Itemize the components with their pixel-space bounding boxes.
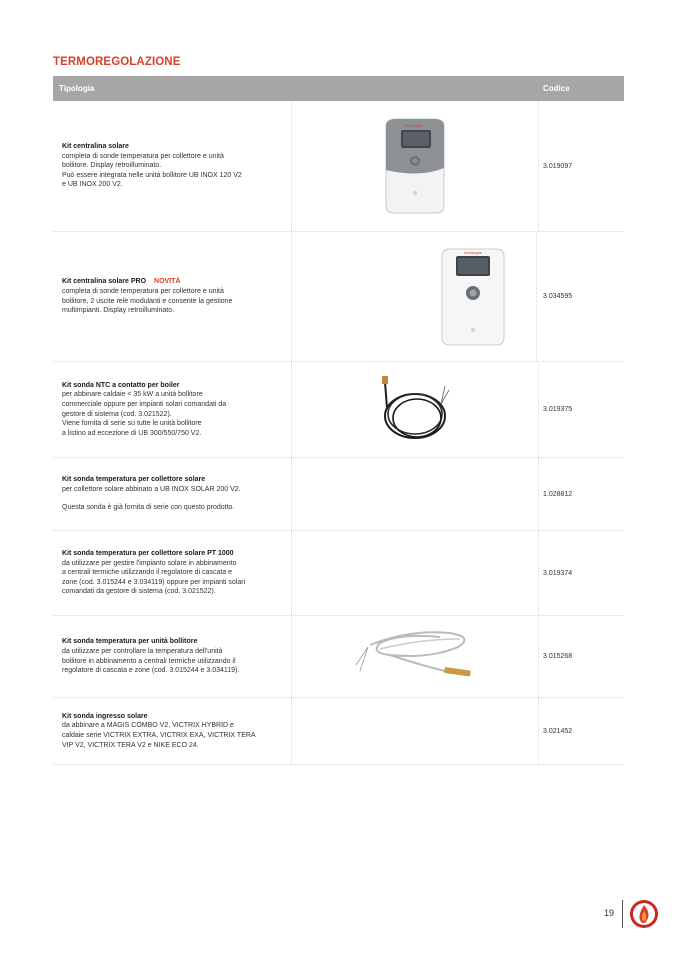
row-title: Kit centralina solare — [62, 143, 129, 151]
row-desc-line: comandati da gestore di sistema (cod. 3.021522). — [62, 588, 216, 596]
row-desc-line: caldaie serie VICTRIX EXTRA, VICTRIX EXA, VICTRIX TERA — [62, 732, 256, 739]
row-description — [62, 101, 290, 231]
table-row — [53, 101, 624, 232]
row-description — [62, 458, 290, 530]
row-desc-line: bollitore, 2 uscite relè modulanti e consente la gestione — [62, 297, 233, 305]
section-title: TERMOREGOLAZIONE — [53, 56, 181, 68]
row-title: Kit centralina solare PRO — [62, 278, 147, 286]
row-desc-line: Viene fornita di serie su tutte le unità bollitore — [62, 420, 202, 428]
svg-text:immergas: immergas — [464, 249, 482, 255]
row-title: Kit sonda temperatura per collettore solare PT 1000 — [62, 550, 234, 558]
row-desc-line: e UB INOX 200 V2. — [62, 181, 123, 189]
page-number: 19 — [604, 908, 615, 918]
row-desc-line: commerciale oppure per impianti solari comandati da — [62, 400, 227, 408]
row-image-empty — [291, 458, 539, 530]
table-row — [53, 616, 624, 698]
row-image-empty — [291, 698, 539, 764]
row-desc-line: gestore di sistema (cod. 3.021522). — [62, 410, 172, 418]
ntc-probe-cable-icon — [291, 362, 539, 457]
table-row — [53, 458, 624, 531]
row-desc-line: Può essere integrata nelle unità bollitore UB INOX 120 V2 — [62, 171, 242, 179]
row-code: 3.019375 — [543, 406, 573, 413]
immergas-flame-logo-icon — [629, 899, 659, 934]
row-code: 3.015268 — [543, 653, 573, 660]
row-desc-line: completa di sonde temperatura per collettore e unità — [62, 287, 224, 295]
row-code: 1.028812 — [543, 490, 573, 498]
product-table — [53, 76, 624, 765]
solar-controller-pro-icon — [291, 232, 537, 361]
table-header — [53, 76, 624, 101]
row-code: 3.019097 — [543, 162, 573, 170]
row-desc-line: zone (cod. 3.015244 e 3.034119) oppure per impianti solari — [62, 578, 246, 586]
table-row — [53, 698, 624, 765]
row-desc-line: a centrali termiche utilizzando il regolatore di cascata e — [62, 569, 233, 577]
row-code: 3.019374 — [543, 569, 573, 577]
row-desc-line: bollitore in abbinamento a centrali termiche utilizzando il — [62, 657, 236, 665]
row-desc-line: per collettore solare abbinato a UB INOX SOLAR 200 V2. — [62, 485, 241, 493]
row-title: Kit sonda ingresso solare — [62, 712, 148, 720]
row-title: Kit sonda temperatura per collettore solare — [62, 476, 206, 484]
table-row — [53, 232, 624, 362]
table-row — [53, 531, 624, 616]
boiler-probe-cable-icon — [291, 616, 539, 697]
row-desc-line: Questa sonda è già fornita di serie con questo prodotto. — [62, 504, 235, 512]
row-desc-spacer — [62, 494, 290, 503]
row-desc-line: a listino ad eccezione di UB 300/550/750 V2. — [62, 429, 202, 437]
row-title: Kit sonda NTC a contatto per boiler — [62, 381, 180, 389]
row-desc-line: da utilizzare per gestire l'impianto solare in abbinamento — [62, 559, 237, 567]
new-badge: NOVITÀ — [154, 278, 181, 286]
row-desc-line: per abbinare caldaie < 35 kW a unità bollitore — [62, 391, 203, 399]
row-description — [62, 232, 290, 361]
row-desc-line: bollitore. Display retroilluminato. — [62, 162, 162, 170]
table-row — [53, 362, 624, 458]
row-code: 3.021452 — [543, 727, 573, 735]
row-desc-line: completa di sonde temperatura per collettore e unità — [62, 152, 224, 160]
row-desc-line: regolatore di cascata e zone (cod. 3.015244 e 3.034119). — [62, 667, 240, 675]
row-code: 3.034595 — [543, 293, 573, 300]
row-desc-line: da utilizzare per controllare la temperatura dell'unità — [62, 647, 223, 655]
solar-controller-icon — [291, 101, 539, 231]
row-description — [62, 616, 290, 697]
column-header-code: Codice — [543, 84, 570, 93]
row-desc-line: multimpianti. Display retroilluminato. — [62, 307, 175, 315]
row-description — [62, 698, 290, 764]
svg-text:immergas: immergas — [405, 123, 423, 128]
footer-divider — [622, 900, 623, 928]
row-image-empty — [291, 531, 539, 615]
row-title: Kit sonda temperatura per unità bollitore — [62, 638, 198, 646]
row-desc-line: VIP V2, VICTRIX TERA V2 e NIKE ECO 24. — [62, 741, 199, 749]
row-description — [62, 362, 290, 457]
row-description — [62, 531, 290, 615]
row-desc-line: da abbinare a MAGIS COMBO V2, VICTRIX HYBRID e — [62, 722, 234, 730]
column-header-type: Tipologia — [59, 84, 95, 93]
